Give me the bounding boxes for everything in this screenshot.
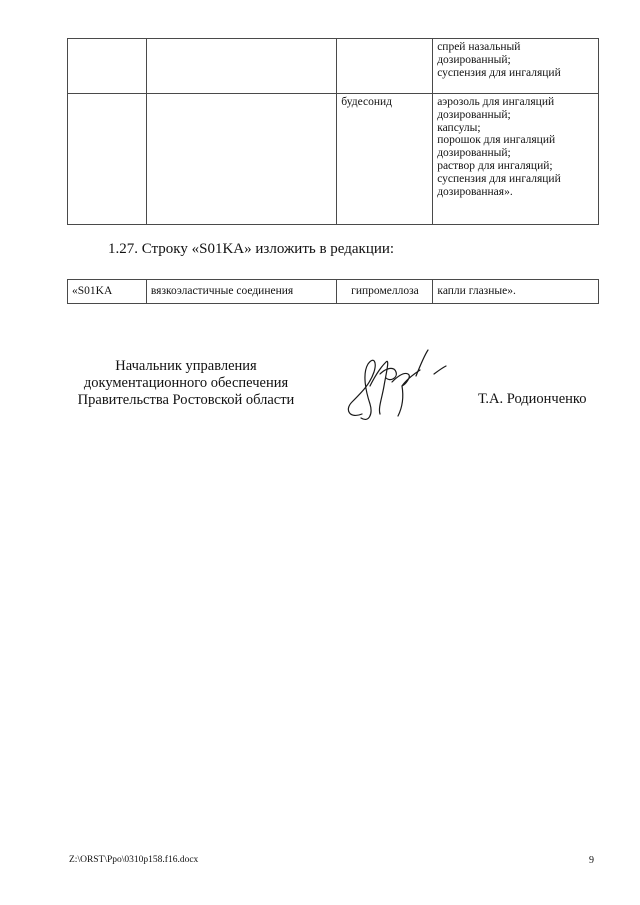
dosage-form-line: аэрозоль для ингаляций bbox=[437, 96, 555, 108]
dosage-form-line: дозированный; bbox=[437, 53, 511, 66]
cell-group: вязкоэластичные соединения bbox=[146, 280, 337, 304]
cell-dosage-forms bbox=[433, 39, 599, 94]
position-line: Правительства Ростовской области bbox=[77, 392, 295, 408]
dosage-form-line: порошок для ингаляций bbox=[437, 134, 556, 147]
dosage-form-line: дозированный; bbox=[437, 147, 511, 160]
dosage-form-line: спрей назальный bbox=[437, 41, 521, 53]
position-line: Начальник управления bbox=[115, 358, 257, 374]
medicines-table-continued bbox=[67, 38, 599, 225]
cell-substance: гипромеллоза bbox=[337, 280, 433, 304]
dosage-form-line: дозированная». bbox=[437, 185, 513, 198]
handwritten-signature bbox=[340, 344, 452, 428]
dosage-form-line: суспензия для ингаляций bbox=[437, 172, 561, 185]
dosage-form-line: суспензия для ингаляций bbox=[437, 66, 561, 79]
signatory-name: Т.А. Родионченко bbox=[478, 391, 587, 407]
table-row bbox=[68, 280, 599, 304]
cell-group bbox=[146, 94, 337, 225]
position-line: документационного обеспечения bbox=[83, 375, 289, 391]
cell-group bbox=[146, 39, 337, 94]
amendment-paragraph: 1.27. Строку «S01KA» изложить в редакции: bbox=[108, 241, 395, 257]
table-row bbox=[68, 94, 599, 225]
signatory-position bbox=[70, 358, 302, 409]
dosage-form-line: капсулы; bbox=[437, 121, 481, 134]
cell-code bbox=[68, 39, 147, 94]
page-number: 9 bbox=[589, 855, 594, 866]
cell-substance: будесонид bbox=[337, 94, 433, 225]
cell-substance bbox=[337, 39, 433, 94]
table-row bbox=[68, 39, 599, 94]
new-row-table bbox=[67, 279, 599, 304]
cell-code: «S01KA bbox=[68, 280, 147, 304]
cell-dosage-forms: капли глазные». bbox=[433, 280, 599, 304]
dosage-form-line: дозированный; bbox=[437, 108, 511, 121]
cell-dosage-forms bbox=[433, 94, 599, 225]
dosage-form-line: раствор для ингаляций; bbox=[437, 159, 553, 172]
cell-code bbox=[68, 94, 147, 225]
document-file-path: Z:\ORST\Ppo\0310p158.f16.docx bbox=[69, 855, 199, 865]
